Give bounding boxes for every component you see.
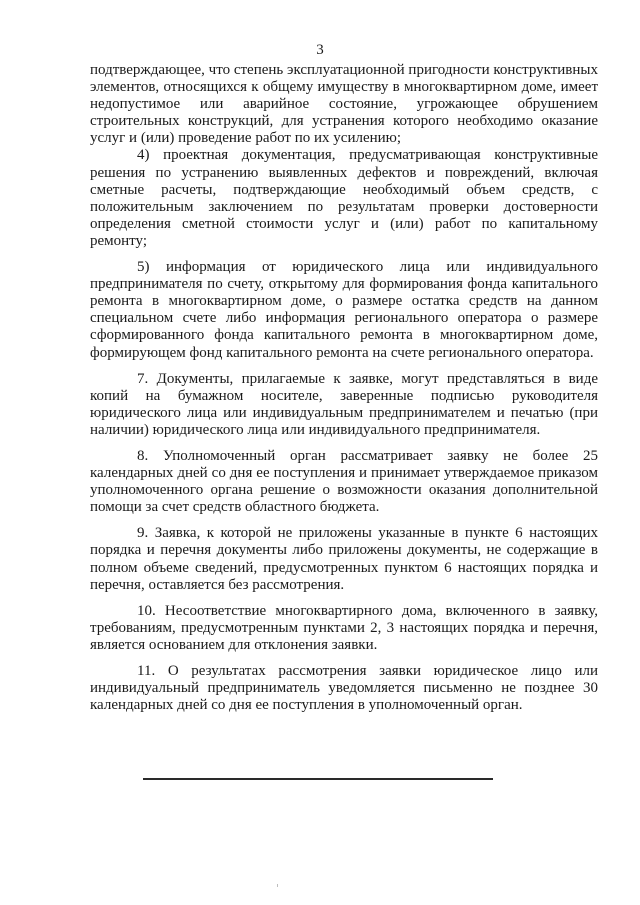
document-body bbox=[90, 62, 598, 714]
paragraph-clause-11: 11. О результатах рассмотрения заявки юридическое лицо или индивидуальный предприниматель уведомляется письменно не позднее 30 календарных дней со дня ее поступления в уполномоченный орган. bbox=[90, 663, 598, 714]
closing-separator-line bbox=[143, 778, 493, 780]
paragraph-item-4: 4) проектная документация, предусматривающая конструктивные решения по устранению выявленных дефектов и повреждений, включая сметные расчеты, подтверждающие необходимый объем средств, с положительным заключением по результатам проверки достоверности определения сметной стоимости услуг и (или) работ по капитальному ремонту; bbox=[90, 147, 598, 249]
paragraph-clause-8: 8. Уполномоченный орган рассматривает заявку не более 25 календарных дней со дня ее поступления и принимает утверждаемое приказом уполномоченного органа решение о возможности оказания дополнительной помощи за счет средств областного бюджета. bbox=[90, 447, 598, 516]
paragraph-item-5: 5) информация от юридического лица или индивидуального предпринимателя по счету, открытому для формирования фонда капитального ремонта в многоквартирном доме, о размере остатка средств на данном специальном счете либо информация регионального оператора о размере сформированного фонда капитального ремонта в многоквартирном доме, формирующем фонд капитального ремонта на счете регионального оператора. bbox=[90, 259, 598, 361]
scan-artifact bbox=[277, 884, 278, 887]
paragraph-clause-7: 7. Документы, прилагаемые к заявке, могут представляться в виде копий на бумажном носителе, заверенные подписью руководителя юридического лица или индивидуальным предпринимателем и печатью (при наличии) юридического лица или индивидуального предпринимателя. bbox=[90, 370, 598, 438]
page-number: 3 bbox=[316, 42, 324, 58]
paragraph-continuation: подтверждающее, что степень эксплуатационной пригодности конструктивных элементов, относящихся к общему имуществу в многоквартирном доме, имеет недопустимое или аварийное состояние, угрожающее обрушением строительных конструкций, для устранения которого необходимо оказание услуг и (или) проведение работ по их усилению; bbox=[90, 62, 598, 147]
paragraph-clause-9: 9. Заявка, к которой не приложены указанные в пункте 6 настоящих порядка и перечня документы либо приложены документы, не содержащие в полном объеме сведений, предусмотренных пунктом 6 настоящих порядка и перечня, оставляется без рассмотрения. bbox=[90, 525, 598, 593]
paragraph-clause-10: 10. Несоответствие многоквартирного дома, включенного в заявку, требованиям, предусмотренным пунктами 2, 3 настоящих порядка и перечня, является основанием для отклонения заявки. bbox=[90, 602, 598, 653]
